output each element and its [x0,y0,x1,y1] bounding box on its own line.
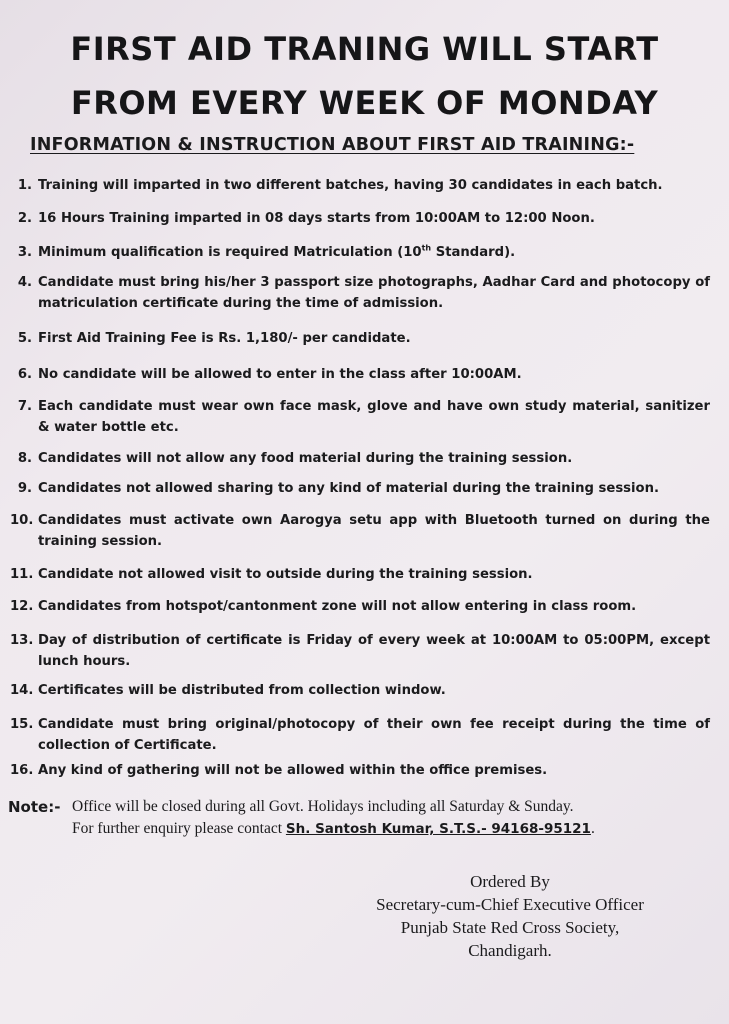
item-number: 16. [10,763,34,778]
list-item [10,448,710,469]
item-text: Certificates will be distributed from collection window. [38,683,446,698]
signature-city: Chandigarh. [468,941,552,960]
item-number: 3. [17,245,32,260]
signature-block [360,870,660,962]
item-text: 16 Hours Training imparted in 08 days starts from 10:00AM to 12:00 Noon. [38,211,595,226]
list-item [10,630,710,672]
item-number: 7. [17,399,32,414]
note-holiday-text: Office will be closed during all Govt. Holidays including all Saturday & Sunday. [72,798,574,815]
office-note [8,796,708,840]
list-item [10,510,710,552]
item-number: 8. [17,451,32,466]
list-item [10,564,710,585]
item-number: 15. [10,717,34,732]
item-number: 11. [10,567,34,582]
list-item [10,328,710,349]
list-item [10,478,710,499]
notice-subtitle: INFORMATION & INSTRUCTION ABOUT FIRST AID TRAINING:- [30,135,635,155]
item-number: 14. [10,683,34,698]
note-label: Note:- [8,798,61,816]
item-number: 5. [17,331,32,346]
item-number: 10. [10,513,34,528]
list-item [10,364,710,385]
item-text: First Aid Training Fee is Rs. 1,180/- per candidate. [38,331,411,346]
contact-person: Sh. Santosh Kumar, S.T.S.- 94168-95121 [285,821,591,837]
list-item [10,396,710,438]
list-item [10,242,710,263]
list-item [10,680,710,701]
list-item [10,714,710,756]
item-text-part: Standard). [431,245,516,260]
item-text: Each candidate must wear own face mask, glove and have own study material, sanitizer & water bottle etc. [38,399,710,435]
item-text: Candidates must activate own Aarogya setu app with Bluetooth turned on during the training session. [38,513,710,549]
notice-title-line2: FROM EVERY WEEK OF MONDAY [70,84,659,122]
list-item [10,596,710,617]
item-text-part: Minimum qualification is required Matriculation (10 [38,245,422,260]
item-text: Candidates from hotspot/cantonment zone will not allow entering in class room. [38,599,637,614]
signature-ordered-by: Ordered By [470,872,550,891]
list-item [10,760,710,781]
item-text: Candidate not allowed visit to outside during the training session. [38,567,533,582]
item-text: Training will imparted in two different batches, having 30 candidates in each batch. [38,178,663,193]
item-text: Candidates will not allow any food material during the training session. [38,451,573,466]
signature-designation: Secretary-cum-Chief Executive Officer [376,895,644,914]
list-item [10,272,710,314]
item-text: Candidate must bring original/photocopy of their own fee receipt during the time of collection of Certificate. [38,717,710,753]
signature-organization: Punjab State Red Cross Society, [400,918,620,937]
list-item [10,208,710,229]
item-number: 13. [10,633,34,648]
item-number: 1. [17,178,32,193]
note-body [72,796,708,840]
item-text: Candidates not allowed sharing to any kind of material during the training session. [38,481,660,496]
notice-title-line1: FIRST AID TRANING WILL START [70,30,659,68]
list-item [10,175,710,196]
item-text-superscript: th [421,243,432,253]
item-text: Any kind of gathering will not be allowed within the office premises. [38,763,548,778]
item-text [38,242,710,263]
item-text: Candidate must bring his/her 3 passport size photographs, Aadhar Card and photocopy of matriculation certificate during the time of admission. [38,275,710,311]
item-number: 9. [17,481,32,496]
note-enquiry-text: For further enquiry please contact [72,820,286,837]
item-number: 6. [17,367,32,382]
note-enquiry-suffix: . [590,820,595,837]
item-text: Day of distribution of certificate is Friday of every week at 10:00AM to 05:00PM, except lunch hours. [38,633,710,669]
item-number: 2. [17,211,32,226]
item-text: No candidate will be allowed to enter in the class after 10:00AM. [38,367,522,382]
item-number: 4. [17,275,32,290]
item-number: 12. [10,599,34,614]
